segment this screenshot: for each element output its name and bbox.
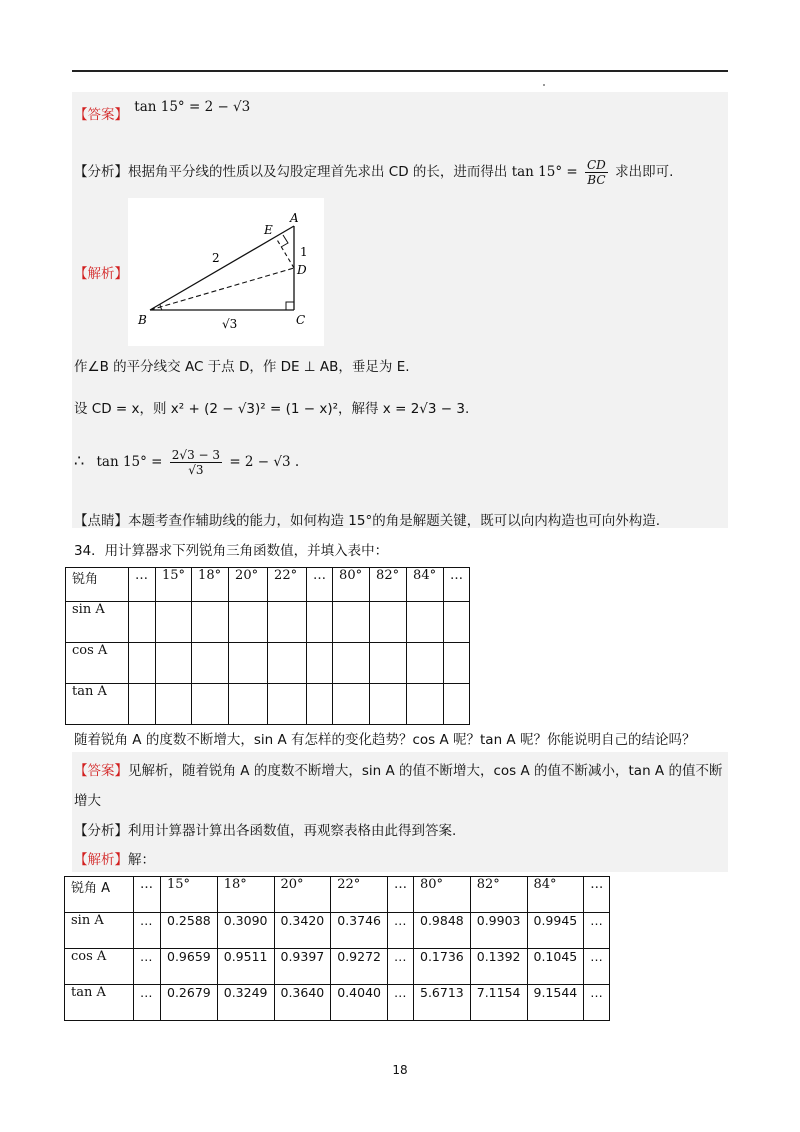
header-rule xyxy=(72,70,728,72)
analysis34-text: 利用计算器计算出各函数值，再观察表格由此得到答案. xyxy=(128,823,457,839)
filled-value-cell: 7.1154 xyxy=(470,985,527,1021)
blank-table-row-sin xyxy=(66,602,470,643)
analysis34-line xyxy=(74,822,456,840)
tan-lhs: tan 15° = xyxy=(96,454,163,470)
analysis-text-after: 求出即可. xyxy=(615,164,674,180)
answer-formula: tan 15° = 2 − √3 xyxy=(134,99,251,115)
blank-header-cell: 80° xyxy=(333,568,370,602)
filled-value-cell: 0.3640 xyxy=(274,985,331,1021)
filled-value-cell: 0.2679 xyxy=(161,985,218,1021)
perpendicular-de xyxy=(276,238,294,268)
blank-header-cell: 18° xyxy=(192,568,229,602)
right-angle-e xyxy=(281,235,288,247)
blank-header-cell: 15° xyxy=(156,568,192,602)
filled-table-row xyxy=(65,949,610,985)
answer-line xyxy=(74,99,251,124)
label-a: A xyxy=(290,211,299,225)
label-b: B xyxy=(138,313,147,327)
triangle-figure xyxy=(128,198,324,346)
bisector-bd xyxy=(150,268,294,310)
blank-header-cell: 22° xyxy=(268,568,307,602)
filled-value-cell: … xyxy=(134,913,161,949)
filled-value-cell: 0.2588 xyxy=(161,913,218,949)
tip-text: 本题考查作辅助线的能力，如何构造 15°的角是解题关键，既可以向内构造也可向外构造. xyxy=(128,513,661,529)
filled-value-cell: 0.9903 xyxy=(470,913,527,949)
filled-header-cell: … xyxy=(584,877,610,913)
filled-value-cell: 0.3420 xyxy=(274,913,331,949)
answer34-text: 见解析，随着锐角 A 的度数不断增大，sin A 的值不断增大，cos A 的值不断减小，tan A 的值不断 xyxy=(128,763,723,779)
blank-header-cell: 82° xyxy=(370,568,407,602)
label-d: D xyxy=(297,263,307,277)
label-e: E xyxy=(264,223,273,237)
filled-header-cell: 82° xyxy=(470,877,527,913)
filled-table-row xyxy=(65,913,610,949)
answer34-line xyxy=(74,762,722,780)
filled-value-cell: … xyxy=(134,949,161,985)
filled-value-cell: 0.9511 xyxy=(217,949,274,985)
analysis-line xyxy=(74,158,673,187)
filled-value-cell: 0.9397 xyxy=(274,949,331,985)
filled-value-cell: 0.3090 xyxy=(217,913,274,949)
filled-value-cell: 0.9945 xyxy=(527,913,584,949)
solution-tag: 【解析】 xyxy=(74,266,128,282)
filled-value-cell: 5.6713 xyxy=(414,985,471,1021)
filled-header-cell: 80° xyxy=(414,877,471,913)
filled-value-cell: … xyxy=(134,985,161,1021)
blank-header-cell: 84° xyxy=(407,568,444,602)
solution-line-2: 设 CD = x，则 x² + (2 − √3)² = (1 − x)²，解得 x = 2√3 − 3. xyxy=(74,401,470,417)
tan-rhs: = 2 − √3 xyxy=(229,454,291,470)
fraction-numerator: CD xyxy=(587,158,606,172)
tip-tag: 【点睛】 xyxy=(74,513,128,529)
header-dot xyxy=(543,84,545,86)
solution-line-1: 作∠B 的平分线交 AC 于点 D，作 DE ⊥ AB，垂足为 E. xyxy=(74,359,410,375)
answer34-line-2: 增大 xyxy=(74,793,101,809)
q34-stem: 34．用计算器求下列锐角三角函数值，并填入表中： xyxy=(74,543,389,559)
filled-value-cell: 0.9272 xyxy=(331,949,388,985)
solution-tag-line xyxy=(74,265,128,283)
analysis34-tag: 【分析】 xyxy=(74,823,128,839)
analysis-formula-lhs: tan 15° = xyxy=(511,164,578,180)
blank-table-header-row xyxy=(66,568,470,602)
answer-tag: 【答案】 xyxy=(74,107,128,123)
filled-header-cell: 18° xyxy=(217,877,274,913)
blank-header-cell: 20° xyxy=(229,568,268,602)
filled-header-cell: 15° xyxy=(161,877,218,913)
filled-row-label: tan A xyxy=(65,985,134,1021)
solution34-tag: 【解析】 xyxy=(74,852,128,868)
triangle-svg xyxy=(128,198,324,346)
blank-header-cell: … xyxy=(444,568,470,602)
fraction-denominator: BC xyxy=(587,173,606,187)
filled-header-cell: … xyxy=(388,877,414,913)
filled-value-cell: … xyxy=(584,985,610,1021)
filled-table-row xyxy=(65,985,610,1021)
blank-header-cell: … xyxy=(307,568,333,602)
filled-header-cell: … xyxy=(134,877,161,913)
filled-value-cell: 9.1544 xyxy=(527,985,584,1021)
filled-header-cell: 锐角 A xyxy=(65,877,134,913)
q34-blank-table xyxy=(65,567,470,725)
filled-value-cell: … xyxy=(388,985,414,1021)
filled-header-cell: 22° xyxy=(331,877,388,913)
filled-row-label: cos A xyxy=(65,949,134,985)
filled-value-cell: … xyxy=(584,949,610,985)
side-ba xyxy=(150,226,294,310)
solution34-text: 解： xyxy=(128,852,155,868)
label-side-2: 2 xyxy=(212,251,220,265)
tip-line xyxy=(74,512,660,530)
filled-value-cell: 0.1045 xyxy=(527,949,584,985)
tan-fraction xyxy=(170,448,222,477)
solution-line-3: ∴ tan 15° = $\frac{2√3 - 3}{√3}$ = 2 − √3 . xyxy=(74,448,300,477)
blank-table-row-cos xyxy=(66,643,470,684)
filled-value-cell: 0.3249 xyxy=(217,985,274,1021)
analysis-text: 根据角平分线的性质以及勾股定理首先求出 CD 的长，进而得出 xyxy=(128,164,508,180)
solution34-filled-table xyxy=(64,876,610,1021)
filled-value-cell: … xyxy=(388,913,414,949)
therefore-symbol: ∴ xyxy=(74,451,85,470)
filled-value-cell: 0.1736 xyxy=(414,949,471,985)
filled-row-label: sin A xyxy=(65,913,134,949)
blank-table-row-tan xyxy=(66,684,470,725)
filled-header-cell: 84° xyxy=(527,877,584,913)
label-c: C xyxy=(296,313,306,327)
filled-value-cell: 0.3746 xyxy=(331,913,388,949)
label-side-1: 1 xyxy=(300,245,308,259)
filled-value-cell: … xyxy=(584,913,610,949)
blank-row-label: tan A xyxy=(66,684,129,725)
filled-value-cell: 0.9659 xyxy=(161,949,218,985)
analysis-tag: 【分析】 xyxy=(74,164,128,180)
answer34-tag: 【答案】 xyxy=(74,763,128,779)
filled-value-cell: 0.1392 xyxy=(470,949,527,985)
page-number: 18 xyxy=(392,1063,408,1077)
label-side-sqrt3: √3 xyxy=(222,317,238,331)
analysis-fraction xyxy=(585,158,608,187)
filled-table-header-row xyxy=(65,877,610,913)
filled-value-cell: 0.9848 xyxy=(414,913,471,949)
blank-row-label: sin A xyxy=(66,602,129,643)
tan-fraction-denominator: √3 xyxy=(188,463,204,477)
q34-question: 随着锐角 A 的度数不断增大，sin A 有怎样的变化趋势？cos A 呢？tan A 呢？你能说明自己的结论吗？ xyxy=(74,732,696,748)
filled-value-cell: … xyxy=(388,949,414,985)
filled-header-cell: 20° xyxy=(274,877,331,913)
blank-row-label: cos A xyxy=(66,643,129,684)
blank-header-cell: … xyxy=(129,568,156,602)
blank-header-cell: 锐角 xyxy=(66,568,129,602)
tan-fraction-numerator: 2√3 − 3 xyxy=(171,448,221,462)
filled-value-cell: 0.4040 xyxy=(331,985,388,1021)
solution34-line xyxy=(74,851,155,869)
right-angle-c xyxy=(286,302,294,310)
